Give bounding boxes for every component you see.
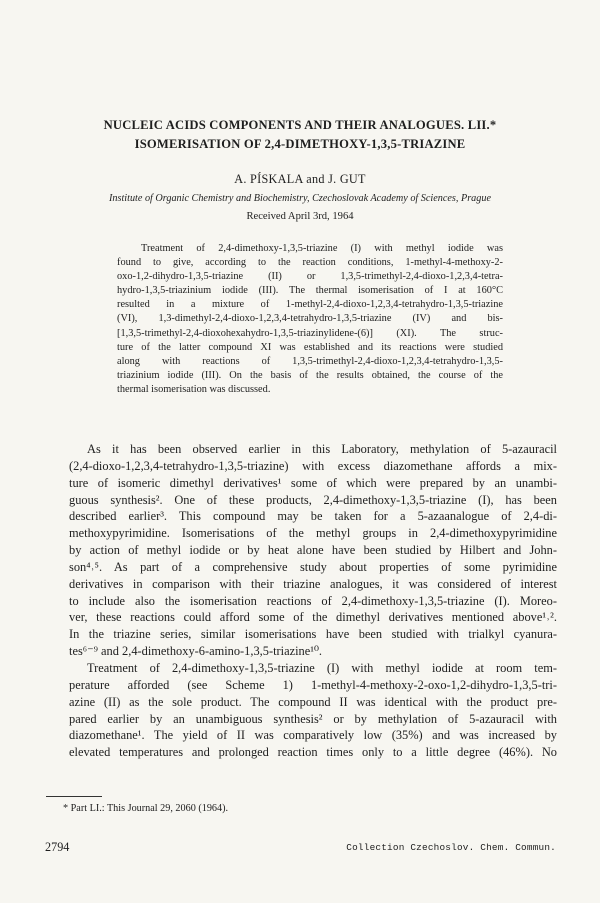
body-line: ver, these reactions could afford some of the dimethyl derivatives mentioned above¹˒².: [69, 610, 557, 625]
body-line: In the triazine series, similar isomerisations have been studied with trialkyl cyanura-: [69, 627, 557, 642]
abstract-line: ture of the latter compound XI was established and its reactions were studied: [117, 341, 503, 353]
body-line: elevated temperatures and prolonged reaction times only to a little degree (46%). No: [69, 745, 557, 760]
body-line: methoxypyrimidine. Isomerisations of the methyl groups in 2,4-dimethoxypyrimidine: [69, 526, 557, 541]
body-line: tes⁶⁻⁹ and 2,4-dimethoxy-6-amino-1,3,5-triazine¹⁰.: [69, 644, 323, 659]
abstract-line: oxo-1,2-dihydro-1,3,5-triazine (II) or 1,3,5-trimethyl-2,4-dioxo-1,2,3,4-tetra-: [117, 271, 503, 283]
authors: A. PÍSKALA and J. GUT: [234, 172, 366, 186]
footnote-rule: [46, 796, 102, 797]
journal-name: Collection Czechoslov. Chem. Commun.: [346, 842, 556, 853]
page-number: 2794: [45, 840, 70, 854]
body-line: perature afforded (see Scheme 1) 1-methyl-4-methoxy-2-oxo-1,2-dihydro-1,3,5-tri-: [69, 677, 557, 692]
body-line: by action of methyl iodide or by heat alone have been studied by Hilbert and John-: [69, 543, 557, 558]
body-line: son⁴˒⁵. As part of a comprehensive study about properties of some pyrimidine: [69, 559, 557, 574]
body-line: azine (II) as the sole product. The compound II was identical with the product pre-: [69, 694, 557, 709]
body-line: to include also the isomerisation reactions of 2,4-dimethoxy-1,3,5-triazine (I). Moreo-: [69, 593, 557, 608]
abstract-line: (VI), 1,3-dimethyl-2,4-dioxo-1,2,3,4-tetrahydro-1,3,5-triazine (IV) and bis-: [117, 313, 503, 325]
body-line: guous synthesis². One of these products, 2,4-dimethoxy-1,3,5-triazine (I), has been: [69, 492, 557, 507]
body-line: diazomethane¹. The yield of II was comparatively low (35%) and was increased by: [69, 728, 557, 743]
body-line: derivatives in comparison with their triazine analogues, it was considered of interest: [69, 576, 557, 591]
body-line: Treatment of 2,4-dimethoxy-1,3,5-triazine (I) with methyl iodide at room tem-: [87, 660, 557, 675]
abstract-line: along with reactions of 1,3,5-trimethyl-2,4-dioxo-1,2,3,4-tetrahydro-1,3,5-: [117, 355, 503, 367]
footnote: * Part LI.: This Journal 29, 2060 (1964).: [63, 803, 229, 814]
abstract-line: thermal isomerisation was discussed.: [117, 383, 271, 395]
body-line: As it has been observed earlier in this Laboratory, methylation of 5-azauracil: [87, 442, 557, 456]
abstract-line: found to give, according to the reaction conditions, 1-methyl-4-methoxy-2-: [117, 257, 503, 269]
institute-affiliation: Institute of Organic Chemistry and Biochemistry, Czechoslovak Academy of Sciences, Prague: [109, 193, 491, 204]
title-line-2: ISOMERISATION OF 2,4-DIMETHOXY-1,3,5-TRIAZINE: [134, 137, 466, 151]
abstract-line: hydro-1,3,5-triazinium iodide (III). The thermal isomerisation of I at 160°C: [117, 285, 503, 297]
body-line: (2,4-dioxo-1,2,3,4-tetrahydro-1,3,5-triazine) with excess diazomethane affords a mix-: [69, 458, 557, 473]
body-text: [69, 441, 557, 761]
abstract-line: [1,3,5-trimethyl-2,4-dioxohexahydro-1,3,5-triazinylidene-(6)] (XI). The struc-: [117, 327, 503, 339]
abstract-line: triazinium iodide (III). On the basis of the results obtained, the course of the: [117, 369, 503, 381]
abstract-line: Treatment of 2,4-dimethoxy-1,3,5-triazine (I) with methyl iodide was: [141, 243, 503, 254]
abstract-line: resulted in a mixture of 1-methyl-2,4-dioxo-1,2,3,4-tetrahydro-1,3,5-triazine: [117, 299, 503, 311]
title-line-1: NUCLEIC ACIDS COMPONENTS AND THEIR ANALOGUES. LII.*: [103, 118, 497, 132]
received-date: Received April 3rd, 1964: [246, 211, 354, 222]
body-line: described earlier³. This compound may be taken for a 5-azaanalogue of 2,4-di-: [69, 509, 557, 524]
paper-title: [40, 116, 560, 154]
body-line: pared earlier by an unambiguous synthesis² or by methylation of 5-azauracil with: [69, 711, 557, 726]
body-line: ture of isomeric dimethyl derivatives¹ some of which were prepared by an unambi-: [69, 475, 557, 490]
abstract: [117, 242, 503, 397]
